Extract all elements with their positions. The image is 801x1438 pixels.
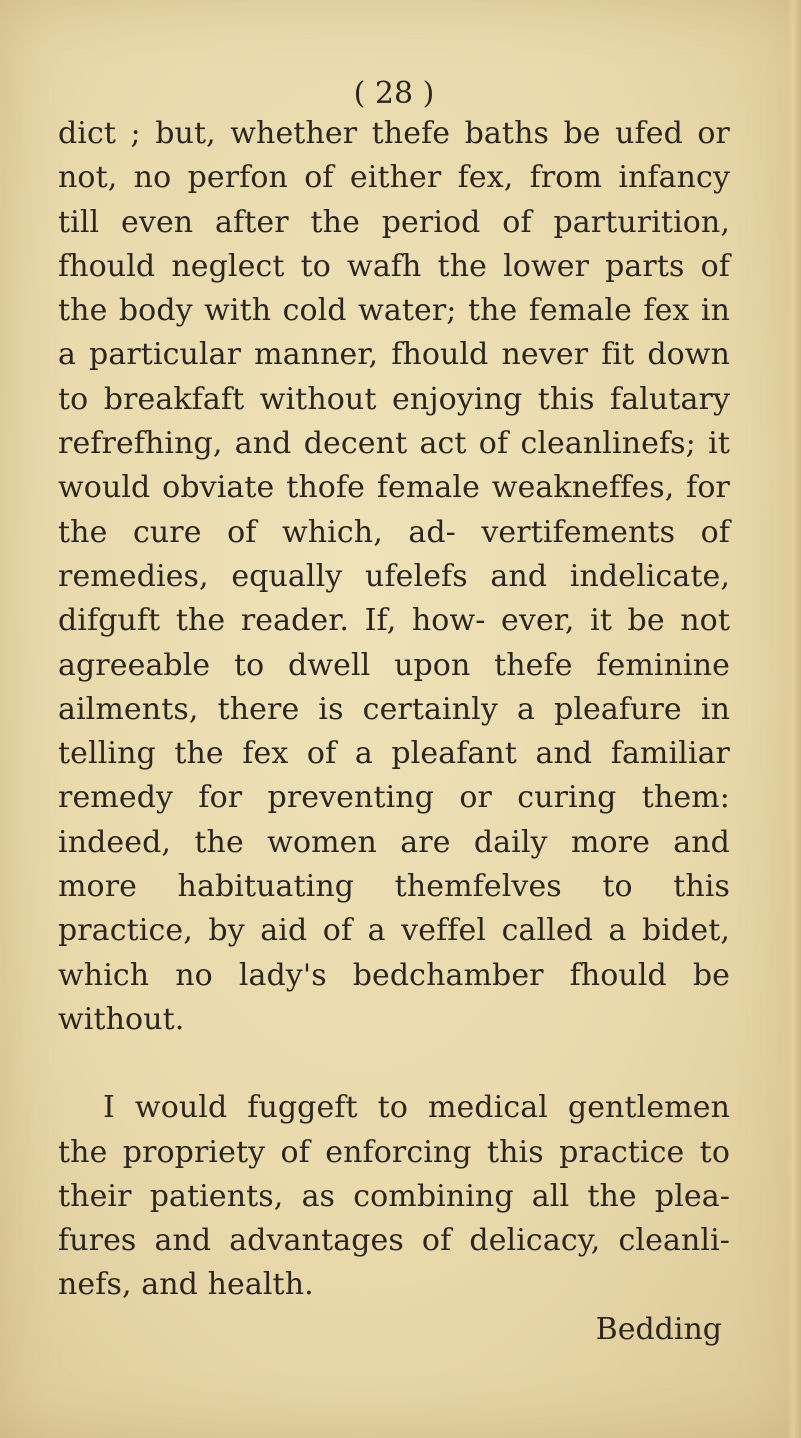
paragraph-2: I would fuggeft to medical gentlemen the propriety of enforcing this practice to their patients, as combining all the plea- fures and advantages of delicacy, cleanli- nefs, and health. bbox=[58, 1090, 730, 1303]
page-number: ( 28 ) bbox=[353, 76, 435, 111]
paragraph-1: dict ; but, whether thefe baths be ufed or not, no perfon of either fex, from infancy till even after the period of parturition, fhould neglect to wafh the lower parts of the body with cold water; the female fex in a particular manner, fhould never fit down to breakfaft without enjoying this falutary refrefhing, and decent act of cleanlinefs; it would obviate thofe female weakneffes, for the cure of which, ad- vertifements of remedies, equally ufelefs and indelicate, difguft the reader. If, how- ever, it be not agreeable to dwell upon thefe feminine ailments, there is certainly a pleafure in telling the fex of a pleafant and familiar remedy for preventing or curing them: indeed, the women are daily more and more habituating themfelves to this practice, by aid of a veffel called a bidet, which no lady's bedchamber fhould be without. bbox=[58, 116, 730, 1037]
page-edge bbox=[787, 0, 801, 1438]
catchword: Bedding bbox=[595, 1311, 722, 1347]
book-page bbox=[58, 76, 730, 1352]
